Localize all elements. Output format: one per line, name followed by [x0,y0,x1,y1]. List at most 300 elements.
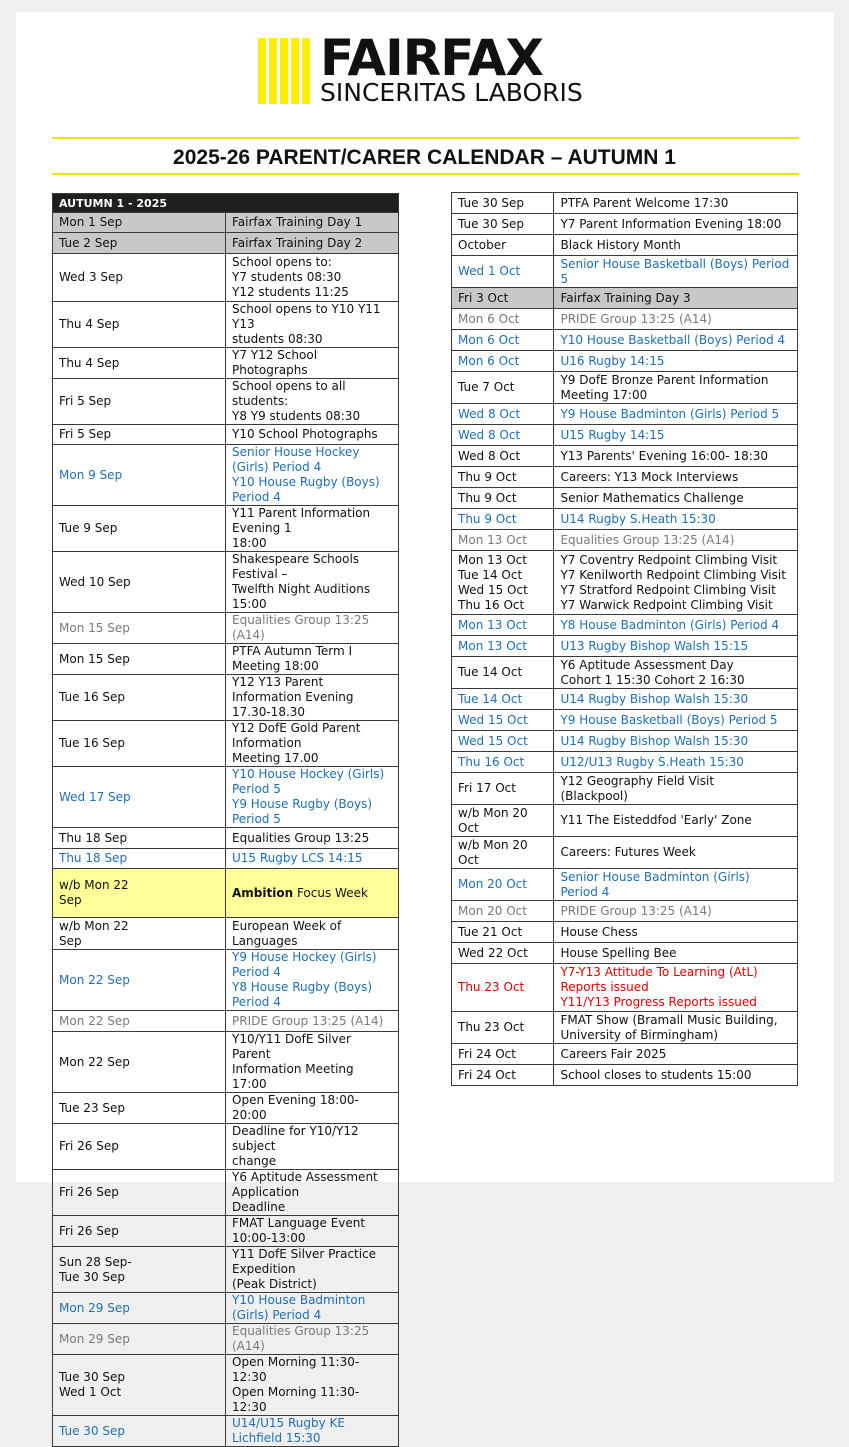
event-line: U14 Rugby Bishop Walsh 15:30 [560,691,749,706]
table-row [452,214,798,235]
event-description [554,1012,798,1044]
event-line: Open Morning 11:30-12:30 [232,1355,360,1384]
table-row [452,943,798,964]
event-date [53,1293,226,1324]
event-date [53,1247,226,1293]
event-date [452,509,554,530]
table-row [452,636,798,657]
event-line: PRIDE Group 13:25 (A14) [560,903,712,918]
event-line: U15 Rugby LCS 14:15 [232,851,363,865]
event-description [554,330,798,351]
table-row [53,1170,399,1216]
date-line: Mon 6 Oct [458,353,520,368]
event-date [53,849,226,869]
event-line: U14 Rugby S.Heath 15:30 [560,511,716,526]
date-line: Tue 14 Oct [458,567,523,582]
title-divider-top [52,137,799,139]
event-date [452,309,554,330]
date-line: Tue 30 Sep [59,1423,126,1438]
event-date [452,689,554,710]
table-row [53,425,399,445]
event-date [53,506,226,552]
event-line: Y10 House Hockey (Girls) Period 5 [232,767,385,796]
event-description [226,506,399,552]
table-row [452,615,798,636]
event-description [554,488,798,509]
table-header-row [53,194,399,213]
table-row [452,467,798,488]
event-description [554,615,798,636]
event-description [554,256,798,288]
table-row [452,1065,798,1086]
event-line: Meeting 17:00 [560,387,648,402]
event-description [226,1416,399,1447]
event-description [226,1355,399,1416]
event-line: Focus Week [293,885,368,900]
event-date [53,1093,226,1124]
event-description [226,613,399,644]
event-date [452,235,554,256]
date-line: Wed 22 Oct [458,945,528,960]
event-line: Senior House Badminton (Girls) [560,869,750,884]
event-line: 5 [560,271,569,286]
event-description [554,530,798,551]
event-date [452,964,554,1012]
event-line: Senior Mathematics Challenge [560,490,744,505]
event-line: Y10/Y11 DofE Silver Parent [232,1032,351,1061]
event-date [452,657,554,689]
date-line: Fri 3 Oct [458,290,509,305]
table-row [53,675,399,721]
event-line: Y7 Y12 School Photographs [232,348,318,377]
event-description [226,1247,399,1293]
table-row [452,309,798,330]
event-date [452,805,554,837]
table-row [452,446,798,467]
date-line: Thu 18 Sep [59,851,128,865]
date-line: Mon 15 Sep [59,620,130,635]
table-row [452,256,798,288]
event-date [452,530,554,551]
event-line: Y8 House Rugby (Boys) Period 4 [232,980,373,1009]
event-line: Y11 Parent Information Evening 1 [232,506,371,535]
event-date [452,636,554,657]
page-title: 2025-26 PARENT/CARER CALENDAR – AUTUMN 1 [173,146,676,169]
event-date [452,288,554,309]
date-line: Tue 30 Sep [458,195,525,210]
table-row [452,330,798,351]
date-line: Tue 9 Sep [59,521,118,535]
event-line: Black History Month [560,237,681,252]
event-description [226,950,399,1011]
date-line: Tue 16 Sep [59,690,126,704]
event-date [452,193,554,214]
event-description [554,404,798,425]
event-line: PRIDE Group 13:25 (A14) [560,311,712,326]
date-line: Tue 7 Oct [458,380,515,394]
date-line: Tue 21 Oct [458,924,523,939]
event-line: FMAT Show (Bramall Music Building, [560,1012,778,1027]
event-line: Senior House Hockey (Girls) Period 4 [232,445,360,474]
event-line: Y6 Aptitude Assessment Application [232,1170,378,1199]
event-date [53,721,226,767]
date-line: Thu 18 Sep [59,830,128,845]
date-line: Wed 1 Oct [458,264,521,278]
date-line: Mon 1 Sep [59,215,123,229]
event-description [226,849,399,869]
date-line: Mon 20 Oct [458,903,527,918]
date-line: Wed 8 Oct [458,427,521,442]
event-line: Y10 House Badminton (Girls) Period 4 [232,1293,366,1322]
date-line: Wed 3 Sep [59,270,124,284]
event-line: Deadline for Y10/Y12 subject [232,1124,359,1153]
event-date [53,1124,226,1170]
event-date [53,1032,226,1093]
event-description [226,425,399,445]
table-row [452,235,798,256]
event-date [452,488,554,509]
event-date [452,256,554,288]
event-line: Y9 House Rugby (Boys) Period 5 [232,797,373,826]
event-date [53,644,226,675]
event-date [53,869,226,918]
event-description [226,918,399,950]
event-line: U16 Rugby 14:15 [560,353,665,368]
date-line: Mon 22 Sep [59,1013,130,1028]
event-line: Y8 House Badminton (Girls) Period 4 [560,617,780,632]
date-line: Mon 13 Oct [458,617,527,632]
date-line: Tue 30 Sep [458,216,525,231]
event-line: Fairfax Training Day 3 [560,290,691,305]
date-line: Mon 29 Sep [59,1300,130,1315]
event-description [554,869,798,901]
date-line: Wed 10 Sep [59,574,131,589]
event-date [452,837,554,869]
event-line: PRIDE Group 13:25 (A14) [232,1013,384,1028]
table-row [452,288,798,309]
event-line: U14 Rugby Bishop Walsh 15:30 [560,733,749,748]
event-description [554,351,798,372]
logo-bars-icon [258,38,312,104]
event-date [53,1216,226,1247]
event-line: Shakespeare Schools Festival – [232,552,360,581]
event-line: Careers: Futures Week [560,845,696,859]
event-line: 17.30-18.30 [232,705,306,719]
table-row [53,1011,399,1032]
event-line: Equalities Group 13:25 (A14) [232,1324,370,1353]
date-line: Fri 5 Sep [59,427,112,441]
event-description [554,636,798,657]
date-line: Mon 13 Oct [458,552,527,567]
event-line: Y10 School Photographs [232,427,378,441]
event-date [53,828,226,849]
event-line: Y8 Y9 students 08:30 [232,409,361,423]
event-line: U14/U15 Rugby KE Lichfield 15:30 [232,1416,345,1445]
event-line: Equalities Group 13:25 [232,830,370,845]
event-line: PTFA Autumn Term I Meeting 18:00 [232,644,353,673]
event-date [452,615,554,636]
event-description [554,193,798,214]
event-line: Y9 House Basketball (Boys) Period 5 [560,712,778,727]
event-description [226,721,399,767]
calendar-table-left [52,193,399,1447]
table-row [53,869,399,918]
table-row [53,1216,399,1247]
logo-motto: SINCERITAS LABORIS [320,78,583,107]
table-row [53,379,399,425]
event-description [226,1124,399,1170]
date-line: Oct [458,852,479,867]
date-line: Wed 15 Oct [458,582,528,597]
event-line: Y7 Coventry Redpoint Climbing Visit [560,552,778,567]
date-line: Mon 22 Sep [59,1054,130,1069]
table-row [53,1247,399,1293]
event-description [226,213,399,233]
event-description [226,1216,399,1247]
table-row [452,657,798,689]
event-line: 18:00 [232,536,267,550]
table-row [53,213,399,233]
date-line: Thu 4 Sep [59,355,120,370]
event-line: Y9 DofE Bronze Parent Information [560,372,769,387]
table-row [452,509,798,530]
event-line: Reports issued [560,980,649,994]
event-date [452,467,554,488]
event-date [452,1065,554,1086]
event-description [554,922,798,943]
event-description [226,644,399,675]
event-line: Fairfax Training Day 2 [232,235,363,250]
event-description [226,379,399,425]
event-line: Y11/Y13 Progress Reports issued [560,995,757,1009]
date-line: Wed 1 Oct [59,1385,122,1399]
event-description [554,964,798,1012]
date-line: Mon 6 Oct [458,332,520,347]
event-date [53,213,226,233]
event-line: University of Birmingham) [560,1027,719,1042]
event-date [452,1044,554,1065]
event-line: Meeting 17.00 [232,751,319,765]
event-description [554,467,798,488]
date-line: Thu 9 Oct [458,490,517,505]
date-line: Wed 8 Oct [458,448,521,463]
event-line: Y13 Parents' Evening 16:00- 18:30 [560,448,769,463]
table-row [452,752,798,773]
table-row [53,506,399,552]
event-date [53,233,226,254]
event-line: Fairfax Training Day 1 [232,215,363,229]
event-date [53,445,226,506]
date-line: Tue 30 Sep [59,1370,126,1384]
table-row [452,922,798,943]
event-line: Twelfth Night Auditions 15:00 [232,582,371,611]
date-line: Sun 28 Sep- [59,1254,132,1269]
event-date [53,254,226,302]
date-line: Mon 6 Oct [458,311,520,326]
event-date [452,710,554,731]
fairfax-logo [258,29,598,108]
event-description [226,302,399,348]
table-row [452,710,798,731]
table-row [53,445,399,506]
date-line: Oct [458,820,479,835]
event-date [53,950,226,1011]
event-line: Y12 DofE Gold Parent Information [232,721,361,750]
event-description [226,767,399,828]
date-line: Fri 26 Sep [59,1223,119,1238]
date-line: Tue 23 Sep [59,1100,126,1115]
table-row [53,348,399,379]
table-row [452,773,798,805]
date-line: Fri 24 Oct [458,1067,516,1082]
event-date [452,1012,554,1044]
date-line: w/b Mon 20 [458,805,528,820]
table-row [452,869,798,901]
title-divider-bottom [52,173,799,175]
event-date [53,1416,226,1447]
event-description [226,1011,399,1032]
date-line: Wed 15 Oct [458,733,528,748]
event-description [226,552,399,613]
event-description [554,710,798,731]
event-description [554,551,798,615]
date-line: Mon 13 Oct [458,532,527,547]
date-line: Tue 14 Oct [458,665,523,679]
date-line: Mon 13 Oct [458,638,527,653]
date-line: Tue 30 Sep [59,1269,126,1284]
logo-wordmark: FAIRFAX [320,29,543,87]
table-row [53,1416,399,1447]
event-date [53,1324,226,1355]
table-row [452,689,798,710]
date-line: Fri 17 Oct [458,781,516,795]
event-description [554,657,798,689]
table-row [452,425,798,446]
event-date [53,1355,226,1416]
event-description [554,805,798,837]
term-header: AUTUMN 1 - 2025 [53,194,399,213]
event-line: Y6 Aptitude Assessment Day [560,657,734,672]
event-date [53,918,226,950]
date-line: Mon 20 Oct [458,877,527,891]
event-description [554,1044,798,1065]
event-description [554,446,798,467]
event-line: PTFA Parent Welcome 17:30 [560,195,729,210]
event-date [53,425,226,445]
event-date [53,675,226,721]
event-line: (Peak District) [232,1277,317,1291]
event-line: House Spelling Bee [560,945,677,960]
event-description [554,752,798,773]
event-date [53,1170,226,1216]
event-date [452,446,554,467]
event-line: FMAT Language Event 10:00-13:00 [232,1216,366,1245]
table-row [452,837,798,869]
table-row [452,372,798,404]
event-line: U13 Rugby Bishop Walsh 15:15 [560,638,749,653]
event-line: Y12 Y13 Parent Information Evening [232,675,354,704]
event-description [226,254,399,302]
table-row [53,1355,399,1416]
table-row [452,551,798,615]
event-line: Y9 House Hockey (Girls) Period 4 [232,950,377,979]
date-line: Tue 14 Oct [458,691,523,706]
table-row [53,767,399,828]
event-line: Y12 Geography Field Visit [560,773,715,788]
date-line: Wed 17 Sep [59,789,131,804]
event-description [554,309,798,330]
event-line: Careers Fair 2025 [560,1046,667,1061]
event-date [53,379,226,425]
calendar-table-right [451,192,798,1086]
event-date [452,351,554,372]
event-description [554,372,798,404]
table-row [53,721,399,767]
table-row [452,964,798,1012]
date-line: Thu 23 Oct [458,980,525,994]
event-description [226,233,399,254]
event-date [452,869,554,901]
date-line: Fri 5 Sep [59,394,112,408]
event-date [452,901,554,922]
event-description [554,509,798,530]
date-line: Fri 24 Oct [458,1046,516,1061]
event-description [226,1032,399,1093]
event-date [452,551,554,615]
table-row [452,805,798,837]
table-row [53,552,399,613]
event-line: Y7 Parent Information Evening 18:00 [560,216,782,231]
event-description [554,235,798,256]
event-line: Y10 House Rugby (Boys) Period 4 [232,475,380,504]
event-description [226,869,399,918]
date-line: w/b Mon 22 [59,878,129,892]
event-date [452,943,554,964]
event-date [53,767,226,828]
event-line: School closes to students 15:00 [560,1067,752,1082]
event-line: Y11 The Eisteddfod 'Early' Zone [560,813,752,827]
event-description [554,837,798,869]
date-line: Mon 9 Sep [59,467,123,482]
date-line: Fri 26 Sep [59,1139,119,1153]
event-line: U12/U13 Rugby S.Heath 15:30 [560,754,744,769]
event-description [226,1170,399,1216]
date-line: Thu 16 Oct [458,754,525,769]
event-line: Y7 students 08:30 [232,270,342,284]
table-row [53,1093,399,1124]
table-row [452,404,798,425]
date-line: Tue 16 Sep [59,736,126,750]
event-description [226,1293,399,1324]
table-row [452,193,798,214]
event-line: Information Meeting 17:00 [232,1062,354,1091]
table-row [452,488,798,509]
event-line: Open Morning 11:30-12:30 [232,1385,360,1414]
event-date [452,752,554,773]
table-row [452,1012,798,1044]
table-row [53,644,399,675]
event-line: Y7-Y13 Attitude To Learning (AtL) [560,965,758,979]
date-line: Mon 29 Sep [59,1331,130,1346]
event-line: Senior House Basketball (Boys) Period [560,256,790,271]
table-row [452,901,798,922]
event-description [226,348,399,379]
event-description [554,214,798,235]
event-line: Careers: Y13 Mock Interviews [560,469,739,484]
table-row [53,950,399,1011]
event-line: Equalities Group 13:25 (A14) [560,532,735,547]
event-line: Y7 Stratford Redpoint Climbing Visit [560,582,776,597]
